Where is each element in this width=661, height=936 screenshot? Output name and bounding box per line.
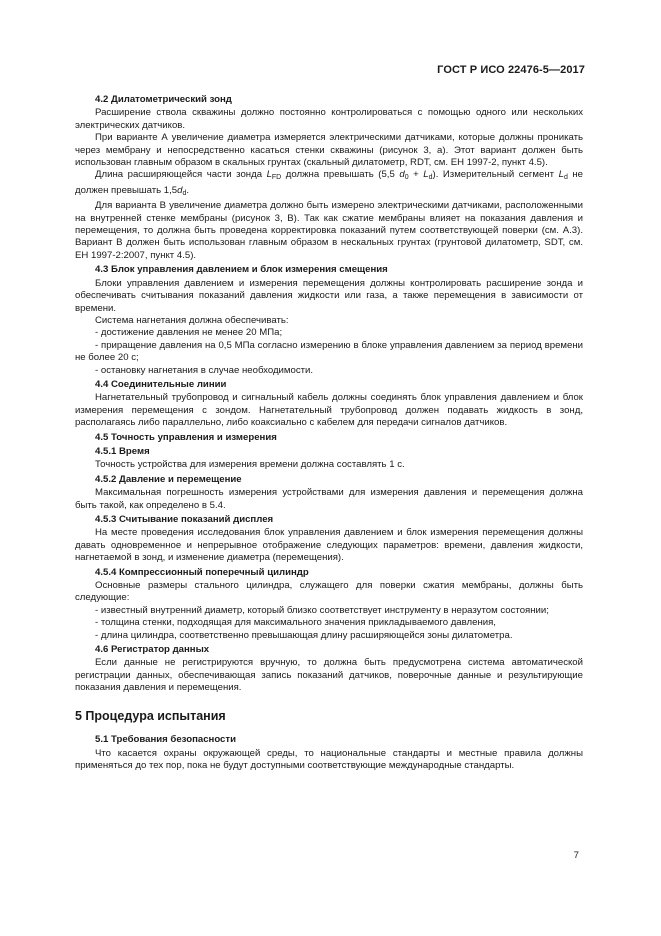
section-heading: 4.5 Точность управления и измерения bbox=[95, 431, 277, 443]
paragraph: Длина расширяющейся части зонда $L_{FD}$ должна превышать (5,5 $d_0 + L_d$). Измерительный сегмент $L_d$ не должен превышать $1,5d_d$. bbox=[75, 169, 584, 197]
paragraph: Точность устройства для измерения времени должна составлять 1 с. bbox=[95, 459, 405, 471]
paragraph: Система нагнетания должна обеспечивать: bbox=[95, 314, 289, 326]
list-item: - достижение давления не менее 20 МПа; bbox=[95, 327, 283, 339]
section-heading: 4.5.1 Время bbox=[95, 445, 150, 457]
document-header: ГОСТ Р ИСО 22476-5—2017 bbox=[437, 64, 585, 76]
document-body bbox=[75, 92, 583, 772]
list-item: - толщина стенки, подходящая для максимального значения прикладываемого давления, bbox=[95, 617, 496, 629]
paragraph: Максимальная погрешность измерения устройствами для измерения давления и перемещения должна быть такой, как определено в 5.4. bbox=[75, 487, 583, 511]
section-heading: 4.5.3 Считывание показаний дисплея bbox=[95, 514, 274, 525]
paragraph: Блоки управления давлением и измерения перемещения должны контролировать расширение зонда и обеспечивать считывания показаний давления жидкости или газа, а также перемещения в зависимости от времени. bbox=[75, 277, 583, 314]
section-heading: 4.3 Блок управления давлением и блок измерения смещения bbox=[95, 264, 388, 276]
paragraph: Что касается охраны окружающей среды, то национальные стандарты и местные правила должны применяться до тех пор, пока не будут доступными соответствующие международные стандарты. bbox=[75, 747, 583, 771]
page-number: 7 bbox=[573, 850, 579, 861]
section-heading: 4.6 Регистратор данных bbox=[95, 644, 210, 656]
chapter-heading: 5 Процедура испытания bbox=[75, 708, 226, 723]
paragraph: При варианте А увеличение диаметра измеряется электрическими датчиками, которые должны проникать через мембрану и непосредственно касаться стенки скважины (рисунок 3, а). Этот вариант должен быть использован главным образом в скальных грунтах (скальный дилатометр, RDT, см. ЕН 1997-2, пункт 4.5). bbox=[75, 132, 583, 169]
section-heading: 4.5.2 Давление и перемещение bbox=[95, 473, 242, 485]
list-item: - длина цилиндра, соответственно превышающая длину расширяющейся зоны дилатометра. bbox=[95, 629, 513, 641]
section-heading: 5.1 Требования безопасности bbox=[95, 734, 236, 746]
paragraph: Если данные не регистрируются вручную, то должна быть предусмотрена система автоматической регистрации данных, обеспечивающая запись показаний датчиков, поверочные данные и результирующие показания давления и перемещения. bbox=[75, 657, 583, 694]
list-item: - остановку нагнетания в случае необходимости. bbox=[95, 364, 314, 376]
paragraph: Нагнетательный трубопровод и сигнальный кабель должны соединять блок управления давлением и блок измерения перемещения с зондом. Нагнетательный трубопровод должен подавать жидкость в зонд, располагаясь либо параллельно, либо коаксиально с кабелем для передачи сигналов датчиков. bbox=[75, 392, 583, 429]
section-heading: 4.2 Дилатометрический зонд bbox=[95, 94, 232, 105]
list-item: - известный внутренний диаметр, который близко соответствует инструменту в неразутом состоянии; bbox=[95, 604, 549, 616]
paragraph: Для варианта В увеличение диаметра должно быть измерено электрическими датчиками, расположенными на внутренней стенке мембраны (рисунок 3, В). Так как сжатие мембраны влияет на показания давления и перемещения, то должна быть проведена корректировка показаний путем соответствующей поверки (см. А.3). Вариант В должен быть использован главным образом в нескальных грунтах (грунтовой дилатометр, SDT, см. ЕН 1997-2:2007, пункт 4.5). bbox=[75, 200, 583, 261]
paragraph: Расширение ствола скважины должно постоянно контролироваться с помощью одного или нескольких электрических датчиков. bbox=[75, 107, 583, 131]
paragraph: На месте проведения исследования блок управления давлением и блок измерения перемещения должны давать одновременное и непрерывное отображение следующих параметров: времени, давления жидкости, нагнетаемой в зонд, и изменение диаметра (перемещения). bbox=[75, 527, 583, 564]
section-heading: 4.4 Соединительные линии bbox=[95, 378, 227, 390]
list-item: - приращение давления на 0,5 МПа согласно измерению в блоке управления давлением за период времени не более 20 с; bbox=[75, 339, 583, 364]
section-heading: 4.5.4 Компрессионный поперечный цилиндр bbox=[95, 566, 309, 578]
paragraph: Основные размеры стального цилиндра, служащего для поверки сжатия мембраны, должны быть следующие: bbox=[75, 580, 583, 604]
